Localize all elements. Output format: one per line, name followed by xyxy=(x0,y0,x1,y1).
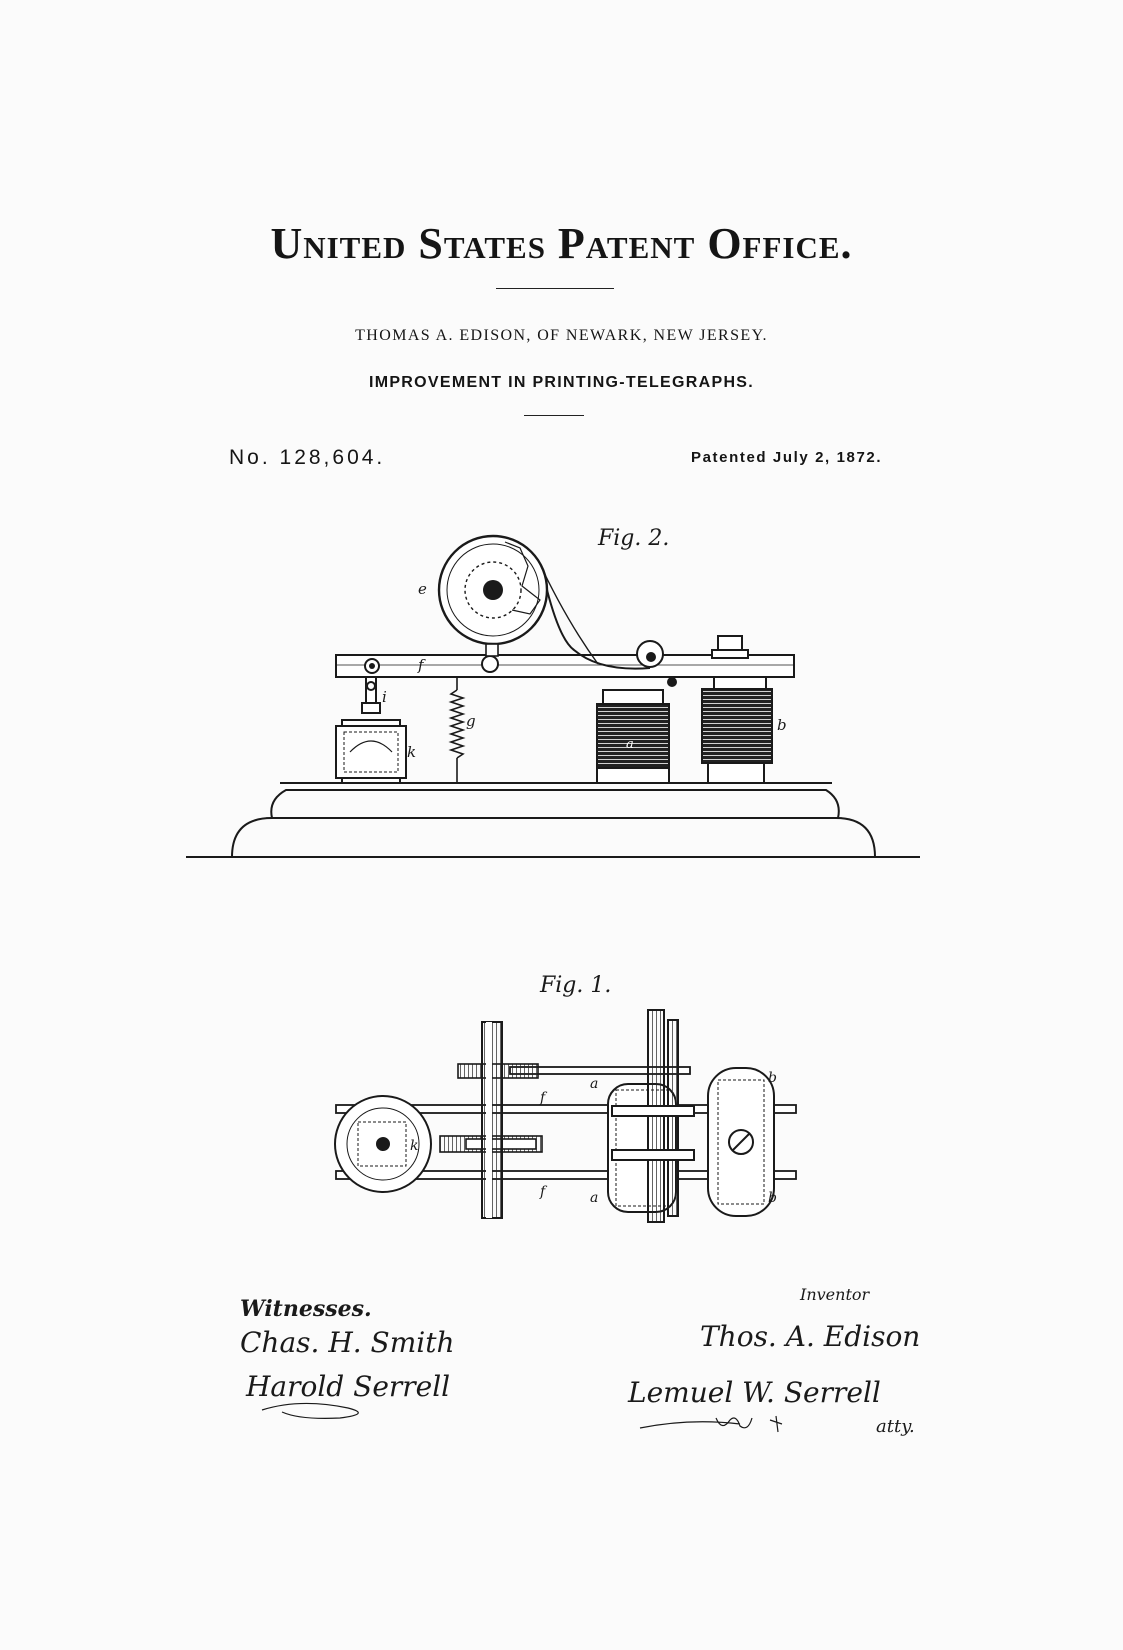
fig1-magnets-a xyxy=(608,1084,676,1212)
invention-title: IMPROVEMENT IN PRINTING-TELEGRAPHS. xyxy=(368,374,755,391)
letter-k: k xyxy=(410,1138,419,1154)
letter-e: e xyxy=(418,580,427,598)
figure-1 xyxy=(335,973,796,1222)
fig1-shaft-left xyxy=(482,1022,502,1218)
letter-b-top: b xyxy=(768,1070,777,1086)
letter-f: f xyxy=(418,656,424,674)
office-title: United States Patent Office. xyxy=(270,219,853,268)
inventor-label: Inventor xyxy=(800,1285,870,1304)
fig2-magnet-k xyxy=(336,677,406,783)
letter-g: g xyxy=(466,712,476,730)
inventor-signature: Thos. A. Edison xyxy=(700,1320,921,1353)
figure-2 xyxy=(186,526,920,857)
attorney-signature: Lemuel W. Serrell xyxy=(628,1376,881,1409)
letter-a-bottom: a xyxy=(590,1190,599,1206)
signatures xyxy=(240,1285,920,1437)
fig2-label: Fig. 2. xyxy=(598,526,670,551)
fig1-label: Fig. 1. xyxy=(540,973,612,998)
inventor-line: THOMAS A. EDISON, OF NEWARK, NEW JERSEY. xyxy=(355,327,768,344)
letter-b: b xyxy=(777,716,787,734)
attorney-label: atty. xyxy=(876,1416,915,1437)
witnesses-label: Witnesses. xyxy=(240,1296,372,1322)
witness-1-signature: Chas. H. Smith xyxy=(240,1326,455,1359)
letter-b-bottom: b xyxy=(768,1190,777,1206)
fig2-base xyxy=(186,783,920,857)
witness-flourish xyxy=(262,1403,358,1418)
letter-a-top: a xyxy=(590,1076,599,1092)
patent-number: No. 128,604. xyxy=(229,446,386,469)
letter-a: a xyxy=(626,737,634,752)
letter-i: i xyxy=(382,688,387,706)
letter-k: k xyxy=(407,743,417,761)
letter-f-top: f xyxy=(540,1090,546,1106)
witness-2-signature: Harold Serrell xyxy=(246,1370,451,1403)
fig1-magnets-b xyxy=(708,1068,774,1216)
letter-f-bottom: f xyxy=(540,1184,546,1200)
attorney-flourish xyxy=(640,1416,782,1432)
fig2-spring-g xyxy=(451,677,463,783)
patent-date: Patented July 2, 1872. xyxy=(691,449,883,466)
fig2-type-wheel xyxy=(439,536,650,669)
